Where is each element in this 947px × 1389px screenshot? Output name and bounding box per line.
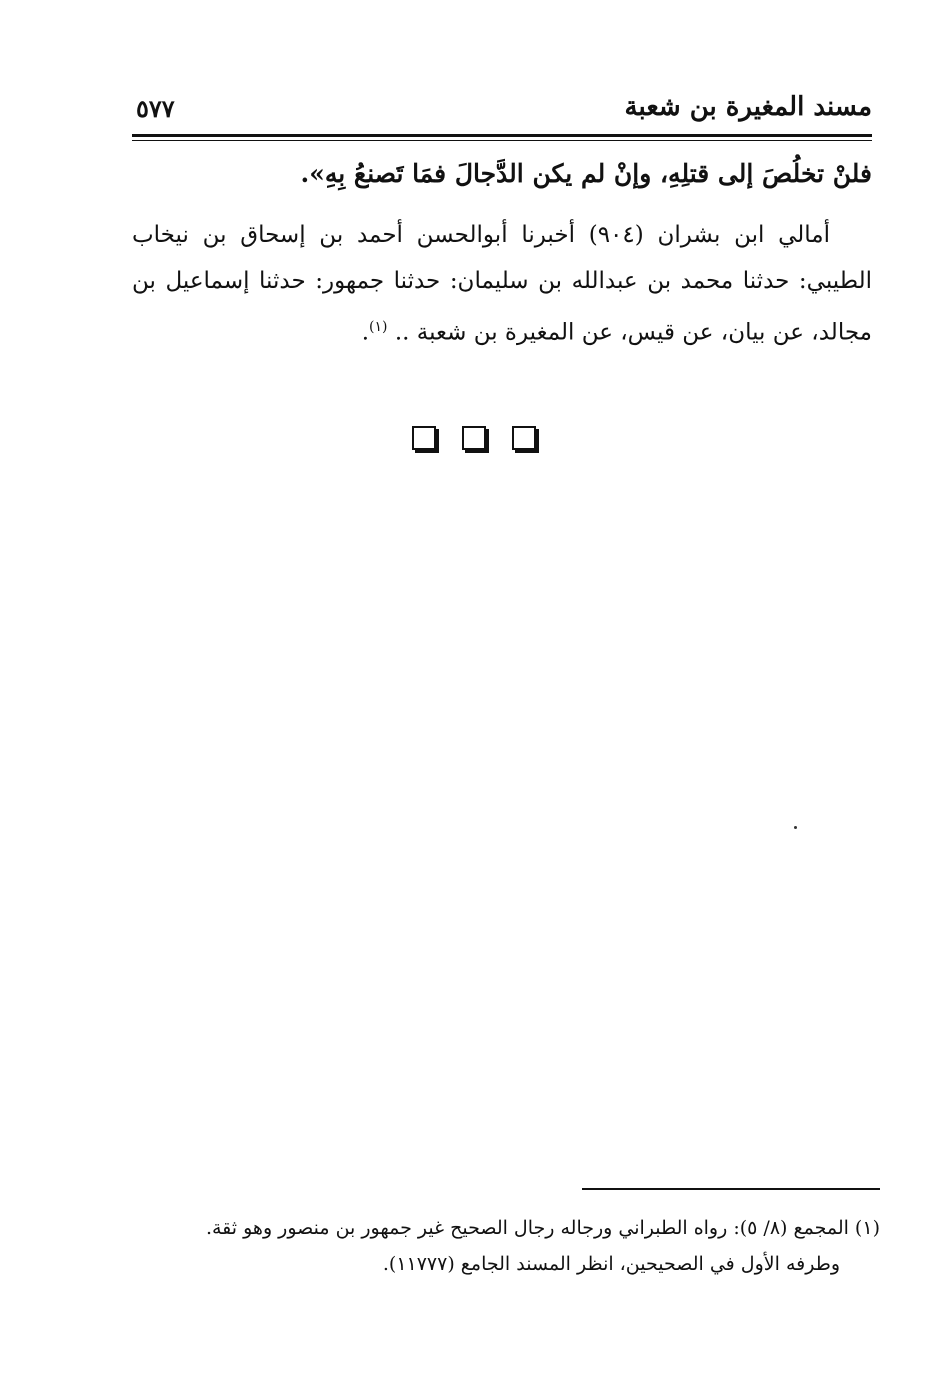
page-number: ٥٧٧ <box>136 94 175 123</box>
hadith-quote-line: فلنْ تخلُصَ إلى قتلِهِ، وإنْ لم يكن الدَّجالَ فمَا تَصنعُ بِهِ». <box>300 159 872 188</box>
separator-box-icon <box>462 426 486 450</box>
header-rule-thin <box>132 140 872 141</box>
separator-box-icon <box>512 426 536 450</box>
footnote-rule <box>582 1188 880 1190</box>
section-separator <box>0 426 947 456</box>
footnote-line: وطرفه الأول في الصحيحين، انظر المسند الجامع (١١٧٧٧). <box>382 1253 840 1275</box>
isnad-paragraph <box>132 212 872 356</box>
main-text <box>132 150 872 356</box>
running-title: مسند المغيرة بن شعبة <box>624 92 872 122</box>
separator-box-icon <box>412 426 436 450</box>
footnote-line: (١) المجمع (٨/ ٥): رواه الطبراني ورجاله رجال الصحيح غير جمهور بن منصور وهو ثقة. <box>205 1217 880 1239</box>
scan-speck <box>794 826 797 829</box>
isnad-text: أمالي ابن بشران (٩٠٤) أخبرنا أبوالحسن أحمد بن إسحاق بن نيخاب الطيبي: حدثنا محمد بن عبدالله بن سليمان: حدثنا جمهور: حدثنا إسماعيل بن مجالد، عن بيان، عن قيس، عن المغيرة بن شعبة .. <box>132 222 872 346</box>
footnotes <box>160 1210 880 1282</box>
page-header <box>132 92 872 132</box>
paragraph-end: . <box>361 319 370 346</box>
footnote-reference: (١) <box>369 319 388 335</box>
header-rule-thick <box>132 134 872 137</box>
